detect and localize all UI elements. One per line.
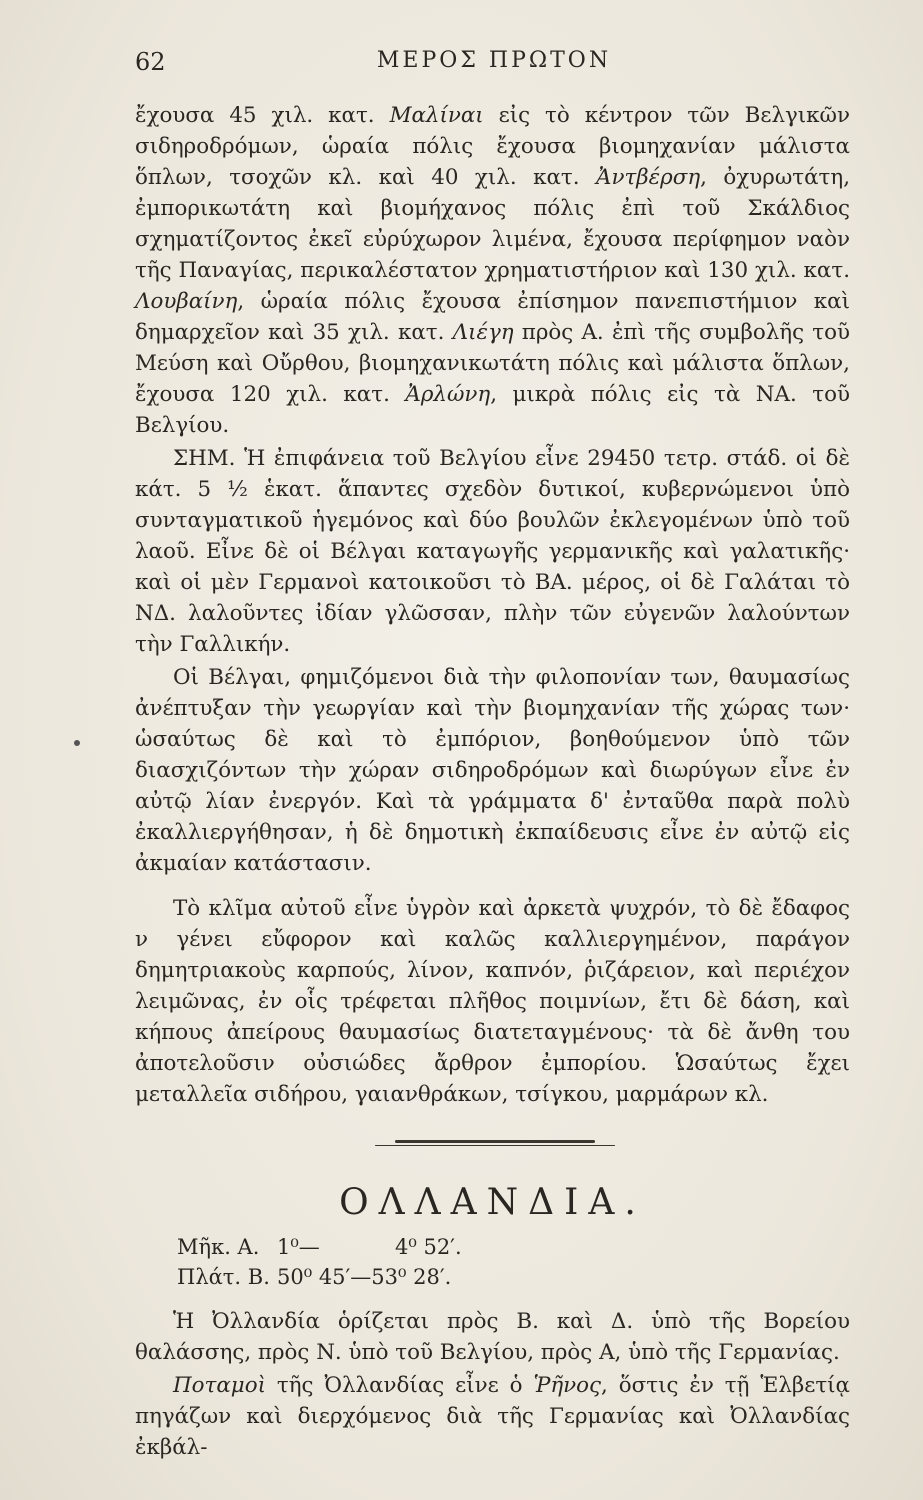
city-name-liege: Λιέγη (452, 320, 514, 345)
city-name-arlon: Ἀρλώνη (405, 382, 491, 407)
text-run: τῆς Ὀλλανδίας εἶνε ὁ (265, 1373, 534, 1398)
text-run: , μικρὰ πόλις εἰς τὰ ΝΑ. τοῦ Βελγίου. (135, 382, 850, 438)
longitude-label: Μῆκ. Α. (177, 1235, 260, 1259)
text-run: εἰς τὸ κέντρον τῶν Βελγικῶν σιδηροδρόμων, ὡραία πόλις ἔχουσα βιομηχανίαν μάλιστα ὅπλων, τσοχῶν κλ. καὶ 40 χιλ. κατ. (135, 103, 850, 190)
belgium-note-paragraph: ΣΗΜ. Ἡ ἐπιφάνεια τοῦ Βελγίου εἶνε 29450 τετρ. στάδ. οἱ δὲ κάτ. 5 ½ ἑκατ. ἅπαντες σχεδὸν δυτικοί, κυβερνώμενοι ὑπὸ συνταγματικοῦ ἡγεμόνος καὶ δύο βουλῶν ἐκλεγομένων ὑπὸ τοῦ λαοῦ. Εἶνε δὲ οἱ Βέλγαι καταγωγῆς γερμανικῆς καὶ γαλατικῆς· καὶ οἱ μὲν Γερμανοὶ κατοικοῦσι τὸ ΒΑ. μέρος, οἱ δὲ Γαλάται τὸ ΝΔ. λαλοῦντες ἰδίαν γλῶσσαν, πλὴν τῶν εὐγενῶν λαλούντων τὴν Γαλλικήν. (135, 446, 850, 657)
divider-thin-line (375, 1145, 615, 1146)
rivers-lead: Ποταμοὶ (173, 1373, 266, 1398)
section-divider (135, 1124, 850, 1158)
longitude-from: 1⁰— (277, 1235, 320, 1259)
longitude-row (177, 1232, 850, 1262)
holland-rivers-paragraph (135, 1370, 850, 1463)
coordinates-block (177, 1232, 850, 1292)
river-name-rhine: Ῥῆνος (533, 1373, 602, 1398)
text-run: , ὅστις ἐν τῇ Ἑλβετίᾳ πηγάζων καὶ διερχόμενος διὰ τῆς Γερμανίας καὶ Ὀλλανδίας ἐκβάλ- (135, 1373, 850, 1460)
page-number: 62 (135, 48, 166, 76)
text-run: , ὀχυρωτάτη, ἐμπορικωτάτη καὶ βιομήχανος πόλις ἐπὶ τοῦ Σκάλδιος σχηματίζοντος ἐκεῖ εὐρύχωρον λιμένα, ἔχουσα περίφημον ναὸν τῆς Παναγίας, περικαλέστατον χρηματιστήριον καὶ 130 χιλ. κατ. (135, 165, 850, 283)
holland-borders-paragraph: Ἡ Ὀλλανδία ὁρίζεται πρὸς Β. καὶ Δ. ὑπὸ τῆς Βορείου θαλάσσης, πρὸς Ν. ὑπὸ τοῦ Βελγίου, πρὸς Α, ὑπὸ τῆς Γερμανίας. (135, 1309, 850, 1365)
belgium-cities-paragraph (135, 100, 850, 441)
latitude-row (177, 1262, 850, 1292)
divider-thick-line (395, 1140, 595, 1143)
latitude-label: Πλάτ. Β. (177, 1265, 270, 1289)
section-title-holland: ΟΛΛΑΝΔΙΑ. (339, 1182, 646, 1223)
text-run: , ὡραία πόλις ἔχουσα ἐπίσημον πανεπιστήμιον καὶ δημαρχεῖον καὶ 35 χιλ. κατ. (135, 289, 850, 345)
page-body (135, 100, 850, 1463)
belgium-industry-paragraph: Οἱ Βέλγαι, φημιζόμενοι διὰ τὴν φιλοπονίαν των, θαυμασίως ἀνέπτυξαν τὴν γεωργίαν καὶ τὴν βιομηχανίαν τῆς χώρας των· ὡσαύτως δὲ καὶ τὸ ἐμπόριον, βοηθούμενον ὑπὸ τῶν διασχιζόντων τὴν χώραν σιδηροδρόμων καὶ διωρύγων εἶνε ἐν αὐτῷ λίαν ἐνεργόν. Καὶ τὰ γράμματα δ' ἐνταῦθα παρὰ πολὺ ἐκαλλιεργήθησαν, ἡ δὲ δημοτικὴ ἐκπαίδευσις εἶνε ἐν αὐτῷ εἰς ἀκμαίαν κατάστασιν. (135, 665, 850, 876)
page-header (135, 48, 853, 88)
latitude-range: 50⁰ 45′—53⁰ 28′. (277, 1265, 452, 1289)
city-name-malines: Μαλίναι (389, 103, 484, 128)
belgium-climate-paragraph: Τὸ κλῖμα αὐτοῦ εἶνε ὑγρὸν καὶ ἀρκετὰ ψυχρόν, τὸ δὲ ἔδαφος ν γένει εὔφορον καὶ καλῶς καλλιεργημένον, παράγον δημητριακοὺς καρπούς, λίνον, καπνόν, ῥιζάρειον, καὶ περιέχον λειμῶνας, ἐν οἷς τρέφεται πλῆθος ποιμνίων, ἔτι δὲ δάση, καὶ κήπους ἀπείρους θαυμασίως διατεταγμένους· τὰ δὲ ἄνθη του ἀποτελοῦσιν οὐσιώδες ἄρθρον ἐμπορίου. Ὡσαύτως ἔχει μεταλλεῖα σιδήρου, γαιανθράκων, τσίγκου, μαρμάρων κλ. (135, 896, 850, 1107)
city-name-louvain: Λουβαίνη (135, 289, 238, 314)
longitude-to: 4⁰ 52′. (395, 1235, 462, 1259)
city-name-antwerp: Ἀντβέρση (596, 165, 701, 190)
text-run: ἔχουσα 45 χιλ. κατ. (135, 103, 390, 128)
text-run: πρὸς Α. ἐπὶ τῆς συμβολῆς τοῦ Μεύση καὶ Οὔρθου, βιομηχανικωτάτη πόλις καὶ μάλιστα ὅπλων, ἔχουσα 120 χιλ. κατ. (135, 320, 850, 407)
running-title: ΜΕΡΟΣ ΠΡΩΤΟΝ (376, 48, 612, 73)
margin-dot (74, 740, 80, 746)
